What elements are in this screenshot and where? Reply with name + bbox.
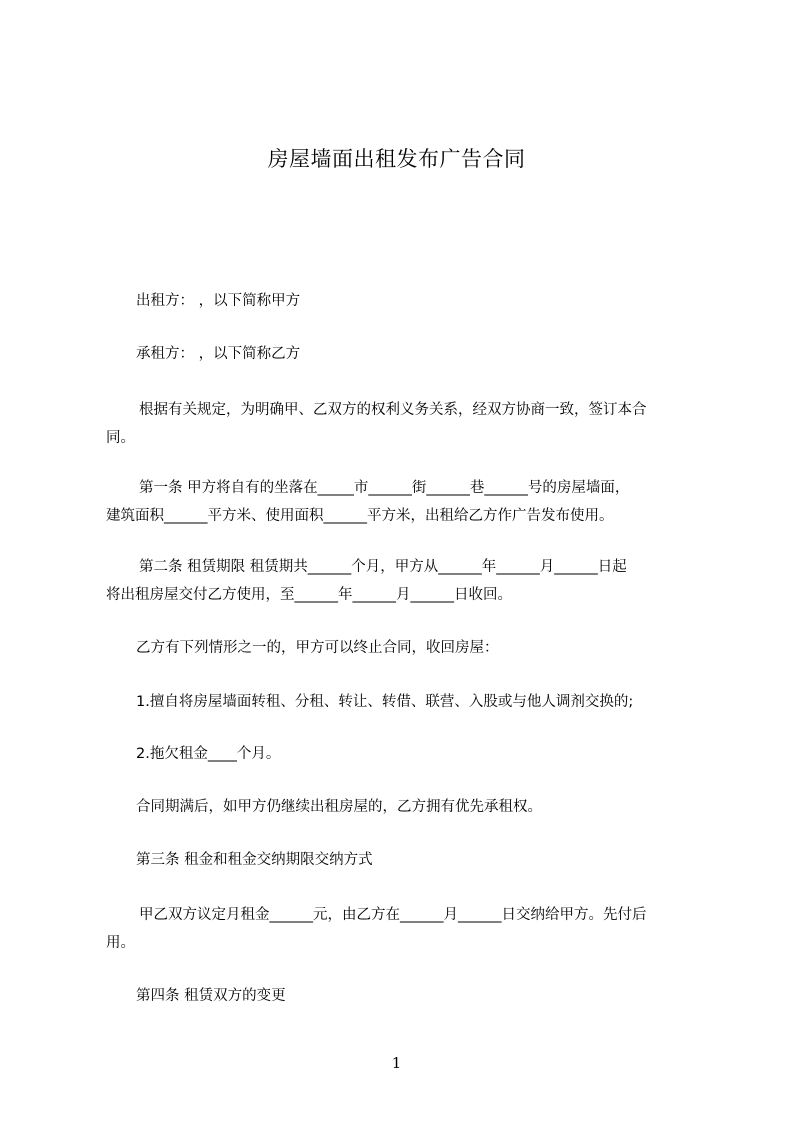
termination-item-2: 2.拖欠租金____个月。 — [136, 746, 281, 762]
article1-paragraph — [106, 474, 700, 530]
article3-line-1: 甲乙双方议定月租金______元，由乙方在______月______日交纳给甲方。先付后 — [139, 907, 647, 923]
page-number: 1 — [391, 1054, 402, 1072]
article1-line-1: 第一条 甲方将自有的坐落在_____市______街______巷______号的房屋墙面， — [139, 480, 630, 496]
priority-right-line: 合同期满后，如甲方仍继续出租房屋的，乙方拥有优先承租权。 — [136, 799, 542, 815]
article4-heading: 第四条 租赁双方的变更 — [136, 988, 286, 1004]
preamble-paragraph — [106, 396, 700, 452]
termination-item-1: 1.擅自将房屋墙面转租、分租、转让、转借、联营、入股或与他人调剂交换的; — [136, 694, 634, 710]
document-title: 房屋墙面出租发布广告合同 — [267, 147, 526, 171]
preamble-line-2: 同。 — [106, 430, 135, 446]
article2-line-2: 将出租房屋交付乙方使用，至______年______月______日收回。 — [106, 587, 512, 603]
article2-paragraph — [106, 553, 700, 609]
article3-heading: 第三条 租金和租金交纳期限交纳方式 — [136, 852, 373, 868]
lessor-line: 出租方： ，以下简称甲方 — [136, 293, 301, 309]
article2-line-1: 第二条 租赁期限 租赁期共______个月，甲方从______年______月______日起 — [139, 559, 627, 575]
article1-line-2: 建筑面积______平方米、使用面积______平方米，出租给乙方作广告发布使用。 — [106, 508, 614, 524]
article3-paragraph — [106, 901, 700, 957]
article3-line-2: 用。 — [106, 935, 135, 951]
lessee-line: 承租方： ，以下简称乙方 — [136, 346, 301, 362]
termination-intro: 乙方有下列情形之一的，甲方可以终止合同，收回房屋： — [136, 640, 499, 656]
preamble-line-1: 根据有关规定，为明确甲、乙双方的权利义务关系，经双方协商一致，签订本合 — [139, 402, 647, 418]
